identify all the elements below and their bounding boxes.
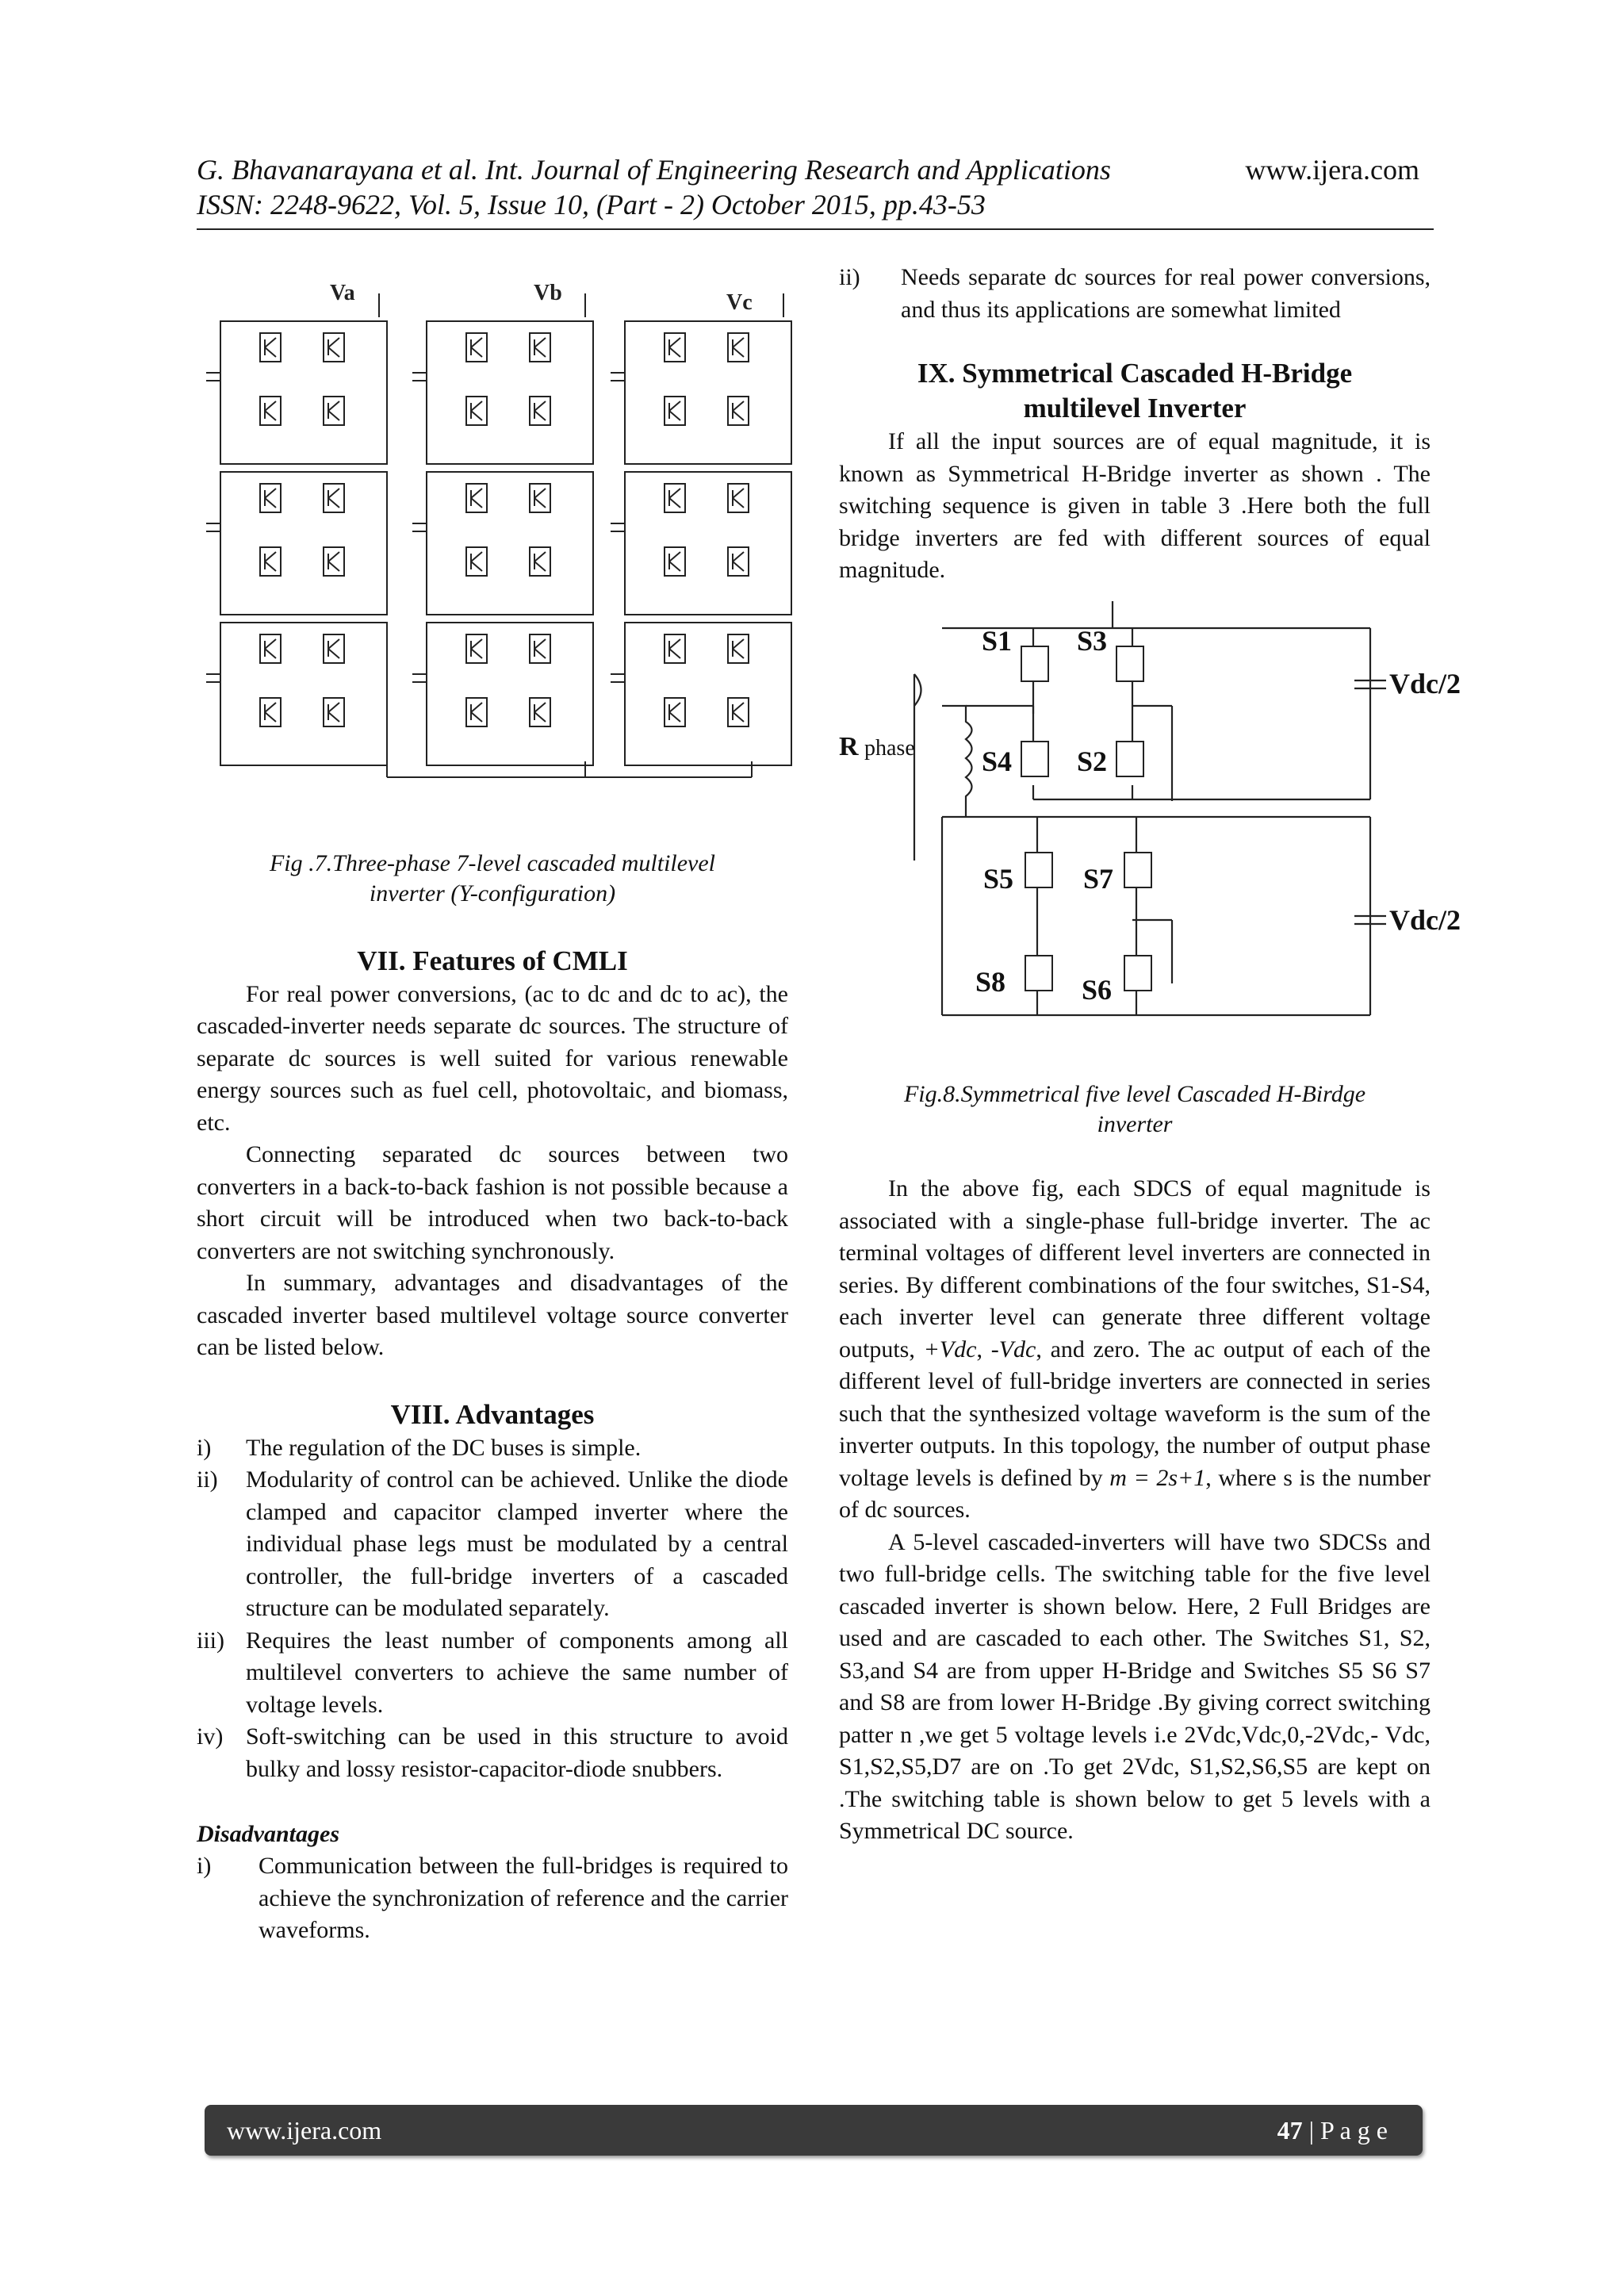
switch-symbol xyxy=(728,484,749,512)
section-8-heading: VIII. Advantages xyxy=(390,1398,595,1430)
switch-symbol xyxy=(466,698,487,726)
switch-symbol xyxy=(466,397,487,425)
fig8-label-phase: phase xyxy=(864,735,915,761)
fig8-label-s1: S1 xyxy=(982,624,1013,657)
switch-symbol xyxy=(324,634,344,663)
page-header xyxy=(197,152,1434,222)
switch-symbol xyxy=(466,333,487,362)
page-number: 47 | P a g e xyxy=(1277,2116,1388,2145)
section-7-paragraph-3: In summary, advantages and disadvantages of the cascaded inverter based multilevel voltage source converter can be listed below. xyxy=(197,1270,788,1360)
h-bridge-cell xyxy=(427,623,593,765)
section-7-heading: VII. Features of CMLI xyxy=(357,945,628,976)
switch-symbol xyxy=(324,547,344,576)
h-bridge-cell xyxy=(625,623,791,765)
h-bridge-cell xyxy=(220,623,387,765)
switch-symbol xyxy=(665,698,685,726)
right-column xyxy=(839,262,1461,1848)
h-bridge-cell xyxy=(427,472,593,615)
switch-symbol xyxy=(324,333,344,362)
switch-symbol xyxy=(728,333,749,362)
header-website[interactable]: www.ijera.com xyxy=(1245,154,1419,186)
h-bridge-cell xyxy=(220,472,387,615)
fig8-label-s8: S8 xyxy=(975,965,1006,998)
switch-symbol xyxy=(324,698,344,726)
list-item: i) The regulation of the DC buses is simple. xyxy=(197,1434,642,1461)
switch-symbol xyxy=(530,698,550,726)
switch-symbol xyxy=(324,397,344,425)
fig8-label-s2: S2 xyxy=(1077,745,1108,777)
advantages-list xyxy=(197,1432,788,1786)
switch-symbol xyxy=(260,484,281,512)
switch-symbol xyxy=(728,547,749,576)
section-7-paragraph-1: For real power conversions, (ac to dc and dc to ac), the cascaded-inverter needs separate dc sources. The structure of separate dc sources is well suited for various renewable energy sources such as fuel cell, photovoltaic, and biomass, etc. xyxy=(197,980,788,1136)
switch-symbol xyxy=(728,698,749,726)
h-bridge-cell xyxy=(625,321,791,464)
switch-symbol xyxy=(665,547,685,576)
right-paragraph-3: A 5-level cascaded-inverters will have two SDCSs and two full-bridge cells. The switching table for the five level cascaded inverter is shown below. Here, 2 Full Bridges are used and are cascaded to each other. The Switches S1, S2, S3,and S4 are from upper H-Bridge and Switches S5 S6 S7 and S8 are from lower H-Bridge .By giving correct switching patter n ,we get 5 voltage levels i.e 2Vdc,Vdc,0,-2Vdc,- Vdc, S1,S2,S5,D7 are on .To get 2Vdc, S1,S2,S6,S5 are kept on .The switching table is shown below to get 5 levels with a Symmetrical DC source. xyxy=(839,1528,1431,1844)
fig8-label-r: R xyxy=(839,731,859,761)
list-item: i) Communication between the full-bridges is required to achieve the synchronization of reference and the carrier waveforms. xyxy=(197,1853,788,1943)
fig7-three-phase-circuit xyxy=(197,262,788,833)
h-bridge-cell xyxy=(220,321,387,464)
switch-symbol xyxy=(530,397,550,425)
section-7-paragraph-2: Connecting separated dc sources between two converters in a back-to-back fashion is not possible because a short circuit will be introduced when two back-to-back converters are not switching synchronously. xyxy=(197,1141,788,1264)
fig8-label-s6: S6 xyxy=(1082,973,1113,1006)
switch-symbol xyxy=(466,547,487,576)
switch-symbol xyxy=(530,634,550,663)
fig7-label-vb: Vb xyxy=(534,281,562,305)
fig7-caption: Fig .7.Three-phase 7-level cascaded multilevel inverter (Y-configuration) xyxy=(269,849,716,907)
switch-symbol xyxy=(728,397,749,425)
fig8-h-bridge-circuit xyxy=(839,587,1461,1071)
list-item: iv) Soft-switching can be used in this structure to avoid bulky and lossy resistor-capacitor-diode snubbers. xyxy=(197,1723,788,1782)
fig8-label-vdc-bottom: Vdc/2 xyxy=(1389,903,1461,936)
page-footer xyxy=(205,2105,1423,2156)
footer-website[interactable]: www.ijera.com xyxy=(227,2116,382,2145)
switch-symbol xyxy=(530,484,550,512)
switch-symbol xyxy=(665,634,685,663)
fig8-label-s7: S7 xyxy=(1083,862,1114,895)
switch-symbol xyxy=(530,547,550,576)
fig8-label-vdc-top: Vdc/2 xyxy=(1389,667,1461,700)
switch-symbol xyxy=(466,484,487,512)
switch-symbol xyxy=(466,634,487,663)
h-bridge-cell xyxy=(625,472,791,615)
section-9-heading: IX. Symmetrical Cascaded H-Bridge multilevel Inverter xyxy=(917,358,1353,424)
switch-symbol xyxy=(260,333,281,362)
switch-symbol xyxy=(665,333,685,362)
header-rule xyxy=(197,228,1434,230)
switch-symbol xyxy=(260,547,281,576)
h-bridge-cell xyxy=(427,321,593,464)
fig8-label-s4: S4 xyxy=(982,745,1013,777)
fig8-label-s5: S5 xyxy=(983,862,1014,895)
switch-symbol xyxy=(728,634,749,663)
fig7-label-vc: Vc xyxy=(726,290,753,315)
left-column xyxy=(197,262,788,1947)
switch-symbol xyxy=(260,634,281,663)
switch-symbol xyxy=(665,397,685,425)
switch-symbol xyxy=(665,484,685,512)
fig8-label-s3: S3 xyxy=(1077,624,1108,657)
list-item: ii) Needs separate dc sources for real power conversions, and thus its applications are somewhat limited xyxy=(839,264,1431,323)
section-9-paragraph-1: If all the input sources are of equal magnitude, it is known as Symmetrical H-Bridge inverter as shown . The switching sequence is given in table 3 .Here both the full bridge inverters are fed with different sources of equal magnitude. xyxy=(839,428,1431,583)
switch-symbol xyxy=(260,397,281,425)
switch-symbol xyxy=(260,698,281,726)
list-item: iii) Requires the least number of components among all multilevel converters to achieve the same number of voltage levels. xyxy=(197,1627,788,1718)
switch-symbol xyxy=(324,484,344,512)
issn-line: ISSN: 2248-9622, Vol. 5, Issue 10, (Part - 2) October 2015, pp.43-53 xyxy=(197,189,986,220)
switch-symbol xyxy=(530,333,550,362)
disadvantages-heading: Disadvantages xyxy=(197,1821,339,1847)
fig8-caption: Fig.8.Symmetrical five level Cascaded H-Birdge inverter xyxy=(903,1081,1366,1137)
right-paragraph-2: In the above fig, each SDCS of equal magnitude is associated with a single-phase full-bridge inverter. The ac terminal voltages of different level inverters are connected in series. By different combinations of the four switches, S1-S4, each inverter level can generate three different voltage outputs, +Vdc, -Vdc, and zero. The ac output of each of the different level of full-bridge inverters are connected in series such that the synthesized voltage waveform is the sum of the inverter outputs. In this topology, the number of output phase voltage levels is defined by m = 2s+1, where s is the number of dc sources. xyxy=(839,1175,1431,1523)
fig7-label-va: Va xyxy=(330,281,355,305)
journal-title: G. Bhavanarayana et al. Int. Journal of Engineering Research and Applications xyxy=(197,154,1111,186)
list-item: ii) Modularity of control can be achieved. Unlike the diode clamped and capacitor clamped inverter where the individual phase legs must be modulated by a central controller, the full-bridge inverters of a cascaded structure can be modulated separately. xyxy=(197,1466,788,1621)
